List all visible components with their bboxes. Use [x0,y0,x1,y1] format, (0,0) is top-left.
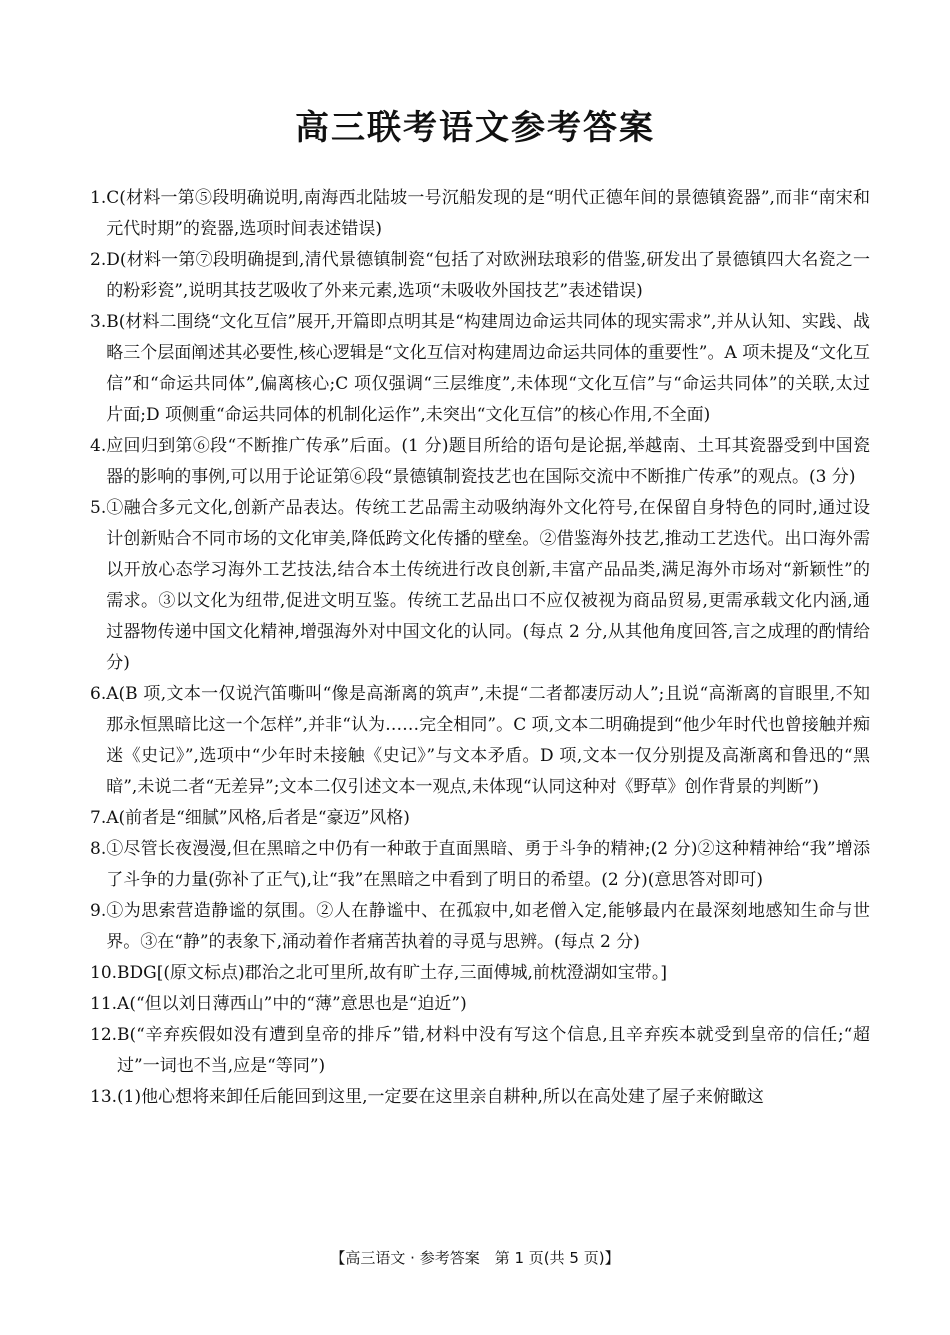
answer-number: 8. [90,839,107,859]
answer-number: 6. [90,684,107,704]
answer-text: A(前者是“细腻”风格,后者是“豪迈”风格) [106,808,410,828]
answer-number: 1. [90,188,107,208]
answer-text: C(材料一第⑤段明确说明,南海西北陆坡一号沉船发现的是“明代正德年间的景德镇瓷器”,而非“南宋和元代时期”的瓷器,选项时间表述错误) [106,188,870,239]
answer-text: BDG[(原文标点)郡治之北可里所,故有旷土存,三面傅城,前枕澄湖如宝带。] [117,963,667,983]
answer-item-5 [90,493,870,679]
answer-number: 11. [90,994,118,1014]
answer-number: 12. [90,1025,118,1045]
answer-item-3 [90,307,870,431]
answer-number: 2. [90,250,107,270]
answer-item-12 [90,1020,870,1082]
answer-text: 应回归到第⑥段“不断推广传承”后面。(1 分)题目所给的语句是论据,举越南、土耳其瓷器受到中国瓷器的影响的事例,可以用于论证第⑥段“景德镇制瓷技艺也在国际交流中不断推广传承”的观点。(3 分) [106,436,870,487]
answer-number: 9. [90,901,107,921]
answer-text: (1)他心想将来卸任后能回到这里,一定要在这里亲自耕种,所以在高处建了屋子来俯瞰这 [117,1087,764,1107]
answer-item-7 [90,803,870,834]
answer-number: 7. [90,808,107,828]
answer-number: 13. [90,1087,118,1107]
answer-item-9 [90,896,870,958]
answer-item-13 [90,1082,870,1113]
answer-number: 10. [90,963,118,983]
answer-item-10 [90,958,870,989]
answer-text: B(材料二围绕“文化互信”展开,开篇即点明其是“构建周边命运共同体的现实需求”,并从认知、实践、战略三个层面阐述其必要性,核心逻辑是“文化互信对构建周边命运共同体的重要性”。A 项未提及“文化互信”和“命运共同体”,偏离核心;C 项仅强调“三层维度”,未体现“文化互信”与“命运共同体”的关联,太过片面;D 项侧重“命运共同体的机制化运作”,未突出“文化互信”的核心作用,不全面) [106,312,870,425]
answer-item-11 [90,989,870,1020]
answer-text: ①为思索营造静谧的氛围。②人在静谧中、在孤寂中,如老僧入定,能够最内在最深刻地感知生命与世界。③在“静”的表象下,涌动着作者痛苦执着的寻觅与思辨。(每点 2 分) [106,901,870,952]
answer-text: ①融合多元文化,创新产品表达。传统工艺品需主动吸纳海外文化符号,在保留自身特色的同时,通过设计创新贴合不同市场的文化审美,降低跨文化传播的壁垒。②借鉴海外技艺,推动工艺迭代。出口海外需以开放心态学习海外工艺技法,结合本土传统进行改良创新,丰富产品品类,满足海外市场对“新颖性”的需求。③以文化为纽带,促进文明互鉴。传统工艺品出口不应仅被视为商品贸易,更需承载文化内涵,通过器物传递中国文化精神,增强海外对中国文化的认同。(每点 2 分,从其他角度回答,言之成理的酌情给分) [106,498,870,673]
answer-number: 5. [90,498,107,518]
answer-text: D(材料一第⑦段明确提到,清代景德镇制瓷“包括了对欧洲珐琅彩的借鉴,研发出了景德镇四大名瓷之一的粉彩瓷”,说明其技艺吸收了外来元素,选项“未吸收外国技艺”表述错误) [106,250,870,301]
answer-number: 3. [90,312,107,332]
answer-text: B(“辛弃疾假如没有遭到皇帝的排斥”错,材料中没有写这个信息,且辛弃疾本就受到皇帝的信任;“超过”一词也不当,应是“等同”) [117,1025,870,1076]
answer-item-2 [90,245,870,307]
answer-item-6 [90,679,870,803]
answer-text: A(B 项,文本一仅说汽笛嘶叫“像是高渐离的筑声”,未提“二者都凄厉动人”;且说“高渐离的盲眼里,不知那永恒黑暗比这一个怎样”,并非“认为……完全相同”。C 项,文本二明确提到“他少年时代也曾接触并痴迷《史记》”,选项中“少年时未接触《史记》”与文本矛盾。D 项,文本一仅分别提及高渐离和鲁迅的“黑暗”,未说二者“无差异”;文本二仅引述文本一观点,未体现“认同这种对《野草》创作背景的判断”) [106,684,870,797]
answer-text: A(“但以刘日薄西山”中的“薄”意思也是“迫近”) [117,994,467,1014]
answer-item-8 [90,834,870,896]
answer-item-1 [90,183,870,245]
answer-item-4 [90,431,870,493]
answer-text: ①尽管长夜漫漫,但在黑暗之中仍有一种敢于直面黑暗、勇于斗争的精神;(2 分)②这种精神给“我”增添了斗争的力量(弥补了正气),让“我”在黑暗之中看到了明日的希望。(2 分)(意思答对即可) [106,839,870,890]
answer-number: 4. [90,436,107,456]
answer-list [90,183,870,1113]
page-footer: 【高三语文 · 参考答案 第 1 页(共 5 页)】 [330,1249,620,1267]
page-title: 高三联考语文参考答案 [295,108,655,148]
